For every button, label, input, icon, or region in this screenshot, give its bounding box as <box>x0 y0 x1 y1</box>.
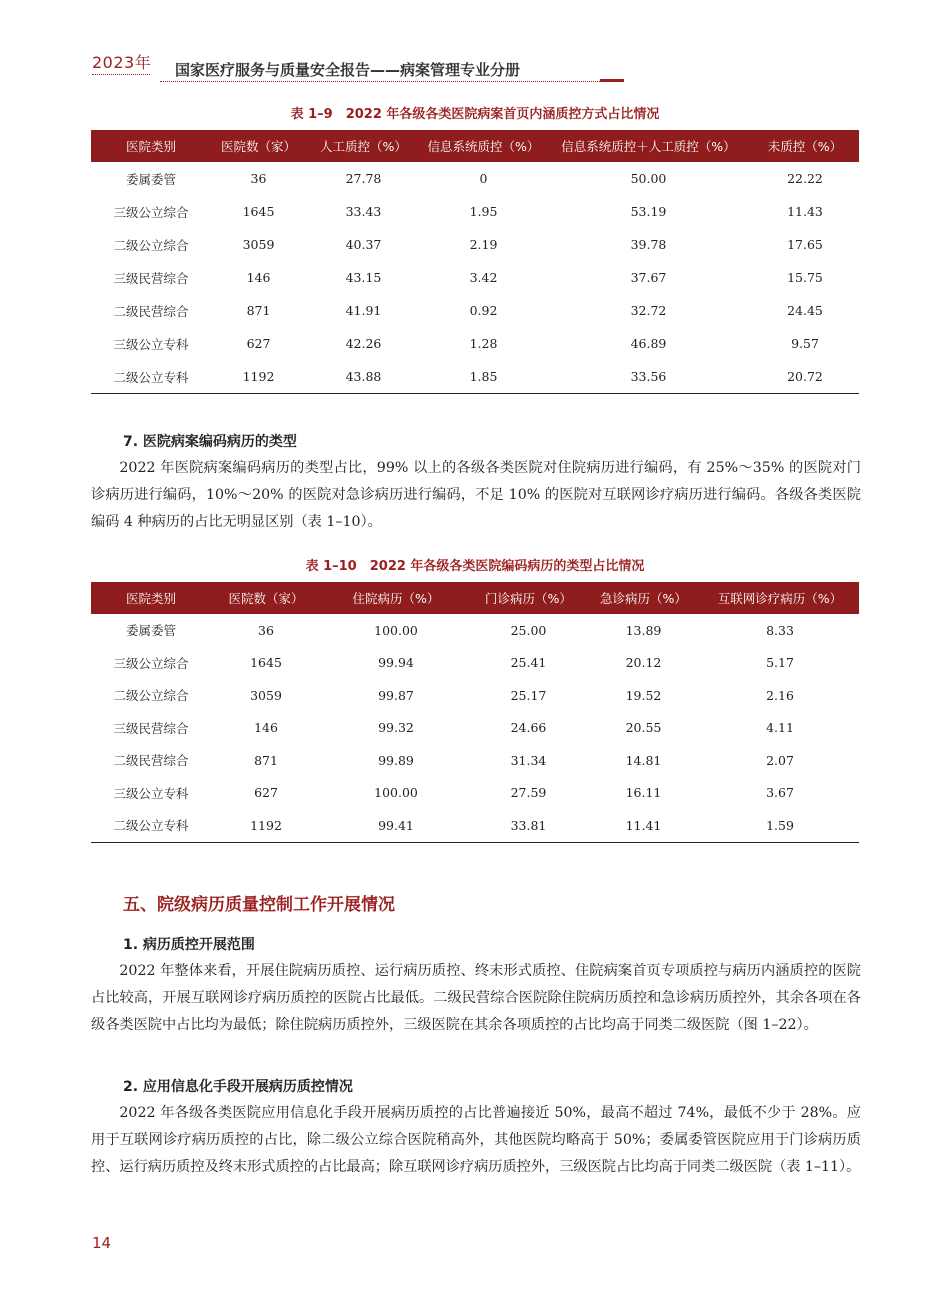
table-cell: 33.43 <box>345 204 382 219</box>
table-cell: 43.88 <box>306 360 421 394</box>
table-cell: 146 <box>246 270 271 285</box>
table-cell: 13.89 <box>625 622 662 638</box>
column-header: 信息系统质控（%） <box>421 130 546 162</box>
table-row <box>91 647 859 680</box>
column-header: 住院病历（%） <box>321 582 471 614</box>
page-number: 14 <box>92 1234 112 1252</box>
table-cell: 40.37 <box>345 237 382 252</box>
column-header: 医院数（家） <box>211 582 321 614</box>
table-cell: 25.00 <box>510 622 547 638</box>
table-cell: 二级公立专科 <box>91 809 211 842</box>
table-cell: 三级公立综合 <box>113 655 189 671</box>
table-row <box>91 712 859 745</box>
table-header-row <box>91 130 859 162</box>
table-cell: 20.12 <box>625 655 662 671</box>
table-cell: 99.87 <box>378 687 414 703</box>
table-cell: 16.11 <box>625 785 662 801</box>
table-cell: 3.67 <box>766 785 794 801</box>
table-cell: 100.00 <box>374 622 418 638</box>
table-cell: 46.89 <box>630 336 667 351</box>
table-cell: 9.57 <box>791 336 819 351</box>
table-cell: 27.78 <box>345 171 382 186</box>
table-cell: 1645 <box>242 204 275 219</box>
table-cell: 1645 <box>250 655 282 671</box>
table-row <box>91 809 859 842</box>
table-cell: 0.92 <box>469 303 498 318</box>
table-cell: 41.91 <box>345 303 382 318</box>
table-cell: 99.94 <box>378 655 414 671</box>
table-row <box>91 195 859 228</box>
table-1-9-caption: 表 1–9 2022 年各级各类医院病案首页内涵质控方式占比情况 <box>290 107 660 122</box>
table-cell: 50.00 <box>630 171 667 186</box>
table-cell: 36 <box>250 171 267 186</box>
header-title: 国家医疗服务与质量安全报告——病案管理专业分册 <box>175 61 521 79</box>
table-cell: 627 <box>254 785 278 801</box>
table-cell: 25.17 <box>510 687 547 703</box>
header-rule-long <box>160 81 600 82</box>
table-cell: 17.65 <box>787 237 823 252</box>
table-row <box>91 261 859 294</box>
table-cell: 二级公立专科 <box>91 360 211 394</box>
table-cell: 3.42 <box>469 270 498 285</box>
table-row <box>91 614 859 647</box>
table-cell: 27.59 <box>510 785 547 801</box>
table-cell: 三级公立综合 <box>113 204 189 220</box>
table-cell: 627 <box>246 336 271 351</box>
table-cell: 53.19 <box>630 204 667 219</box>
subsection-1-heading: 1. 病历质控开展范围 <box>123 937 255 953</box>
table-row <box>91 162 859 195</box>
table-cell: 1.85 <box>421 360 546 394</box>
table-cell: 2.07 <box>766 752 794 768</box>
table-cell: 39.78 <box>630 237 667 252</box>
table-cell: 二级民营综合 <box>113 753 189 769</box>
subsection-1-paragraph: 2022 年整体来看，开展住院病历质控、运行病历质控、终末形式质控、住院病案首页专项质控与病历内涵质控的医院占比较高，开展互联网诊疗病历质控的医院占比最低。二级民营综合医院除住院病历质控和急诊病历质控外，其余各项在各级各类医院中占比均为最低；除住院病历质控外，三级医院在其余各项质控的占比均高于同类二级医院（图 1–22）。 <box>91 963 861 1033</box>
table-row <box>91 327 859 360</box>
column-header: 人工质控（%） <box>306 130 421 162</box>
section-5-heading: 五、院级病历质量控制工作开展情况 <box>123 895 395 915</box>
column-header: 未质控（%） <box>751 130 859 162</box>
table-cell: 37.67 <box>630 270 667 285</box>
table-cell: 22.22 <box>787 171 823 186</box>
column-header: 医院类别 <box>91 582 211 614</box>
header-year: 2023年 <box>92 53 152 72</box>
table-cell: 31.34 <box>510 752 547 768</box>
table-cell: 33.81 <box>471 809 586 842</box>
table-cell: 871 <box>246 303 271 318</box>
column-header: 信息系统质控＋人工质控（%） <box>546 130 751 162</box>
table-cell: 100.00 <box>374 785 418 801</box>
table-cell: 0 <box>479 171 488 186</box>
table-1-10-caption: 表 1–10 2022 年各级各类医院编码病历的类型占比情况 <box>305 559 645 574</box>
table-cell: 32.72 <box>630 303 667 318</box>
table-cell: 二级公立综合 <box>113 237 189 253</box>
column-header: 医院类别 <box>91 130 211 162</box>
table-cell: 1192 <box>211 360 306 394</box>
table-cell: 24.66 <box>510 720 547 736</box>
table-cell: 99.41 <box>321 809 471 842</box>
table-cell: 99.32 <box>378 720 414 736</box>
table-cell: 20.72 <box>751 360 859 394</box>
table-cell: 15.75 <box>787 270 823 285</box>
table-row <box>91 777 859 810</box>
table-cell: 20.55 <box>625 720 662 736</box>
header-accent-bar <box>600 79 624 82</box>
table-cell: 42.26 <box>345 336 382 351</box>
table-cell: 3059 <box>242 237 275 252</box>
table-1-10 <box>91 582 859 843</box>
table-cell: 三级公立专科 <box>113 336 189 352</box>
table-cell: 2.16 <box>766 687 794 703</box>
header-rule <box>92 74 150 75</box>
table-cell: 二级民营综合 <box>113 303 189 319</box>
table-cell: 1.59 <box>701 809 859 842</box>
table-cell: 25.41 <box>510 655 547 671</box>
table-row <box>91 679 859 712</box>
table-row <box>91 228 859 261</box>
table-cell: 委属委管 <box>125 171 176 187</box>
table-row <box>91 360 859 394</box>
table-cell: 1.28 <box>469 336 498 351</box>
column-header: 医院数（家） <box>211 130 306 162</box>
section-7-heading: 7. 医院病案编码病历的类型 <box>123 434 297 450</box>
table-cell: 99.89 <box>378 752 414 768</box>
table-1-9 <box>91 130 859 394</box>
table-cell: 委属委管 <box>125 623 176 639</box>
table-row <box>91 294 859 327</box>
table-cell: 1.95 <box>469 204 498 219</box>
table-header-row <box>91 582 859 614</box>
table-cell: 3059 <box>250 687 282 703</box>
column-header: 互联网诊疗病历（%） <box>701 582 859 614</box>
table-cell: 33.56 <box>546 360 751 394</box>
table-cell: 11.41 <box>586 809 701 842</box>
table-cell: 146 <box>254 720 278 736</box>
table-cell: 5.17 <box>766 655 794 671</box>
subsection-2-paragraph: 2022 年各级各类医院应用信息化手段开展病历质控的占比普遍接近 50%，最高不超过 74%，最低不少于 28%。应用于互联网诊疗病历质控的占比，除二级公立综合医院稍高外，其他医院均略高于 50%；委属委管医院应用于门诊病历质控、运行病历质控及终末形式质控的占比最高；除互联网诊疗病历质控外，三级医院占比均高于同类二级医院（表 1–11）。 <box>91 1105 861 1175</box>
table-cell: 11.43 <box>787 204 823 219</box>
column-header: 门诊病历（%） <box>471 582 586 614</box>
table-cell: 14.81 <box>625 752 662 768</box>
table-cell: 871 <box>254 752 278 768</box>
table-cell: 19.52 <box>625 687 662 703</box>
table-cell: 二级公立综合 <box>113 688 189 704</box>
table-row <box>91 744 859 777</box>
table-cell: 三级民营综合 <box>113 270 189 286</box>
table-cell: 三级公立专科 <box>113 785 189 801</box>
table-cell: 24.45 <box>787 303 823 318</box>
table-cell: 8.33 <box>766 622 794 638</box>
table-cell: 三级民营综合 <box>113 720 189 736</box>
subsection-2-heading: 2. 应用信息化手段开展病历质控情况 <box>123 1079 353 1095</box>
column-header: 急诊病历（%） <box>586 582 701 614</box>
table-cell: 4.11 <box>766 720 794 736</box>
section-7-paragraph: 2022 年医院病案编码病历的类型占比，99% 以上的各级各类医院对住院病历进行编码，有 25%～35% 的医院对门诊病历进行编码，10%～20% 的医院对急诊病历进行编码，不足 10% 的医院对互联网诊疗病历进行编码。各级各类医院编码 4 种病历的占比无明显区别（表 1–10）。 <box>91 460 861 530</box>
table-cell: 1192 <box>211 809 321 842</box>
table-cell: 2.19 <box>469 237 498 252</box>
table-cell: 43.15 <box>345 270 382 285</box>
table-cell: 36 <box>258 622 274 638</box>
